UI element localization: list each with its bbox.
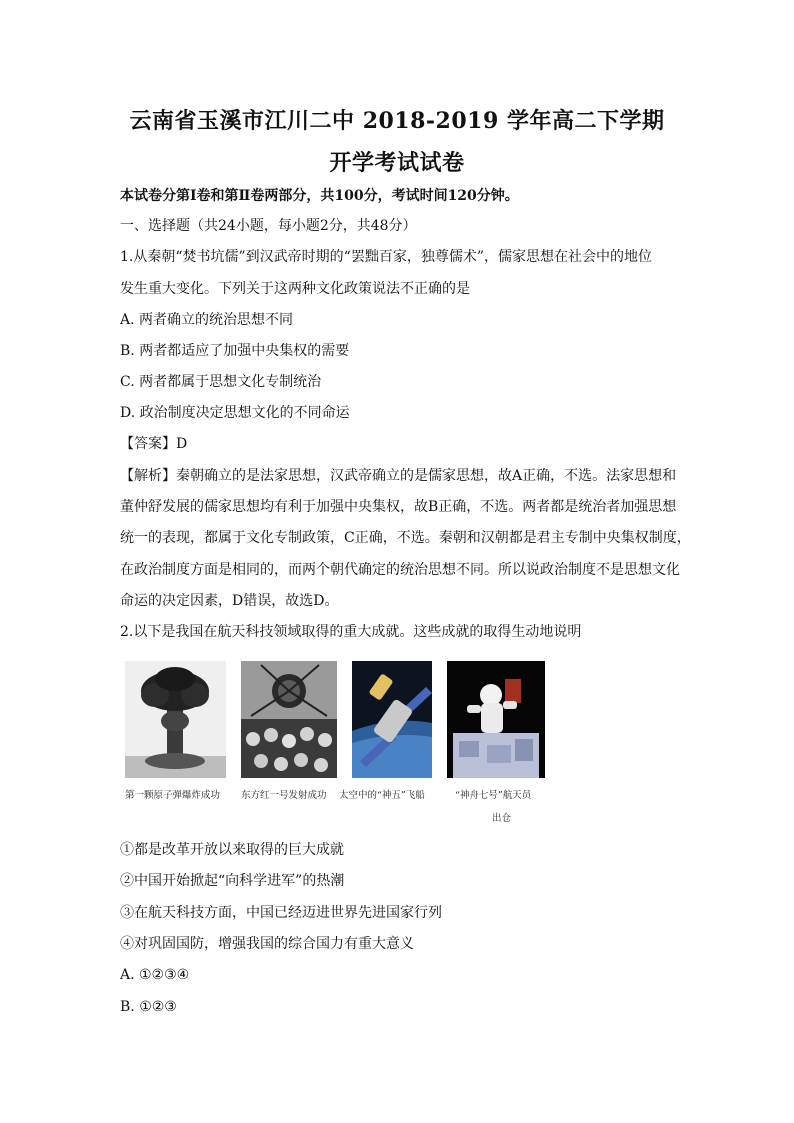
satellite-crowd-photo [241,661,337,778]
exam-title-line-2: 开学考试试卷 [329,150,465,176]
q1-analysis-line-4: 在政治制度方面是相同的，而两个朝代确定的统治思想不同。所以说政治制度不是思想文化 [120,562,680,578]
caption-chucang: 出仓 [492,813,512,824]
q1-analysis-text-1: 秦朝确立的是法家思想，汉武帝确立的是儒家思想，故A正确，不选。法家思想和 [176,468,677,484]
caption-dongfanghong: 东方红一号发射成功 [241,790,327,801]
q1-analysis-line-5: 命运的决定因素，D错误，故选D。 [120,593,339,609]
q1-analysis-line-3: 统一的表现，都属于文化专制政策，C正确，不选。秦朝和汉朝都是君主专制中央集权制度， [120,530,691,546]
spacecraft-photo [352,661,432,778]
q1-stem-line-2: 发生重大变化。下列关于这两种文化政策说法不正确的是 [120,281,470,297]
q2-option-a: A. ①②③④ [120,967,190,983]
q1-option-a: A. 两者确立的统治思想不同 [120,312,294,328]
mushroom-cloud-photo [125,661,226,778]
q2-statement-4: ④对巩固国防，增强我国的综合国力有重大意义 [120,936,414,952]
q1-analysis-line-1 [120,466,676,486]
caption-atomic-bomb: 第一颗原子弹爆炸成功 [125,790,221,801]
q2-statement-2: ②中国开始掀起“向科学进军”的热潮 [120,873,345,889]
spacewalk-photo [447,661,545,778]
q1-stem-line-1: 1.从秦朝“焚书坑儒”到汉武帝时期的“罢黜百家，独尊儒术”，儒家思想在社会中的地位 [120,249,652,265]
caption-shenzhou7: “神舟七号”航天员 [455,790,532,801]
section-heading: 一、选择题（共24小题，每小题2分，共48分） [120,218,417,234]
q1-option-c: C. 两者都属于思想文化专制统治 [120,374,322,390]
exam-intro: 本试卷分第Ⅰ卷和第Ⅱ卷两部分，共100分，考试时间120分钟。 [120,188,519,204]
q1-answer: 【答案】D [120,436,188,452]
q2-photo-figure [125,661,555,826]
q2-statement-3: ③在航天科技方面，中国已经迈进世界先进国家行列 [120,905,442,921]
exam-title-line-1: 云南省玉溪市江川二中 2018-2019 学年高二下学期 [129,108,665,134]
q1-option-b: B. 两者都适应了加强中央集权的需要 [120,343,350,359]
q2-stem: 2.以下是我国在航天科技领域取得的重大成就。这些成就的取得生动地说明 [120,624,582,640]
caption-shenwu: 太空中的“神五”飞船 [339,790,425,801]
q2-option-b: B. ①②③ [120,999,177,1015]
q1-option-d: D. 政治制度决定思想文化的不同命运 [120,405,350,421]
q1-analysis-line-2: 董仲舒发展的儒家思想均有利于加强中央集权，故B正确，不选。两者都是统治者加强思想 [120,499,677,515]
q2-statement-1: ①都是改革开放以来取得的巨大成就 [120,842,344,858]
q1-analysis-label: 【解析】 [120,468,176,484]
